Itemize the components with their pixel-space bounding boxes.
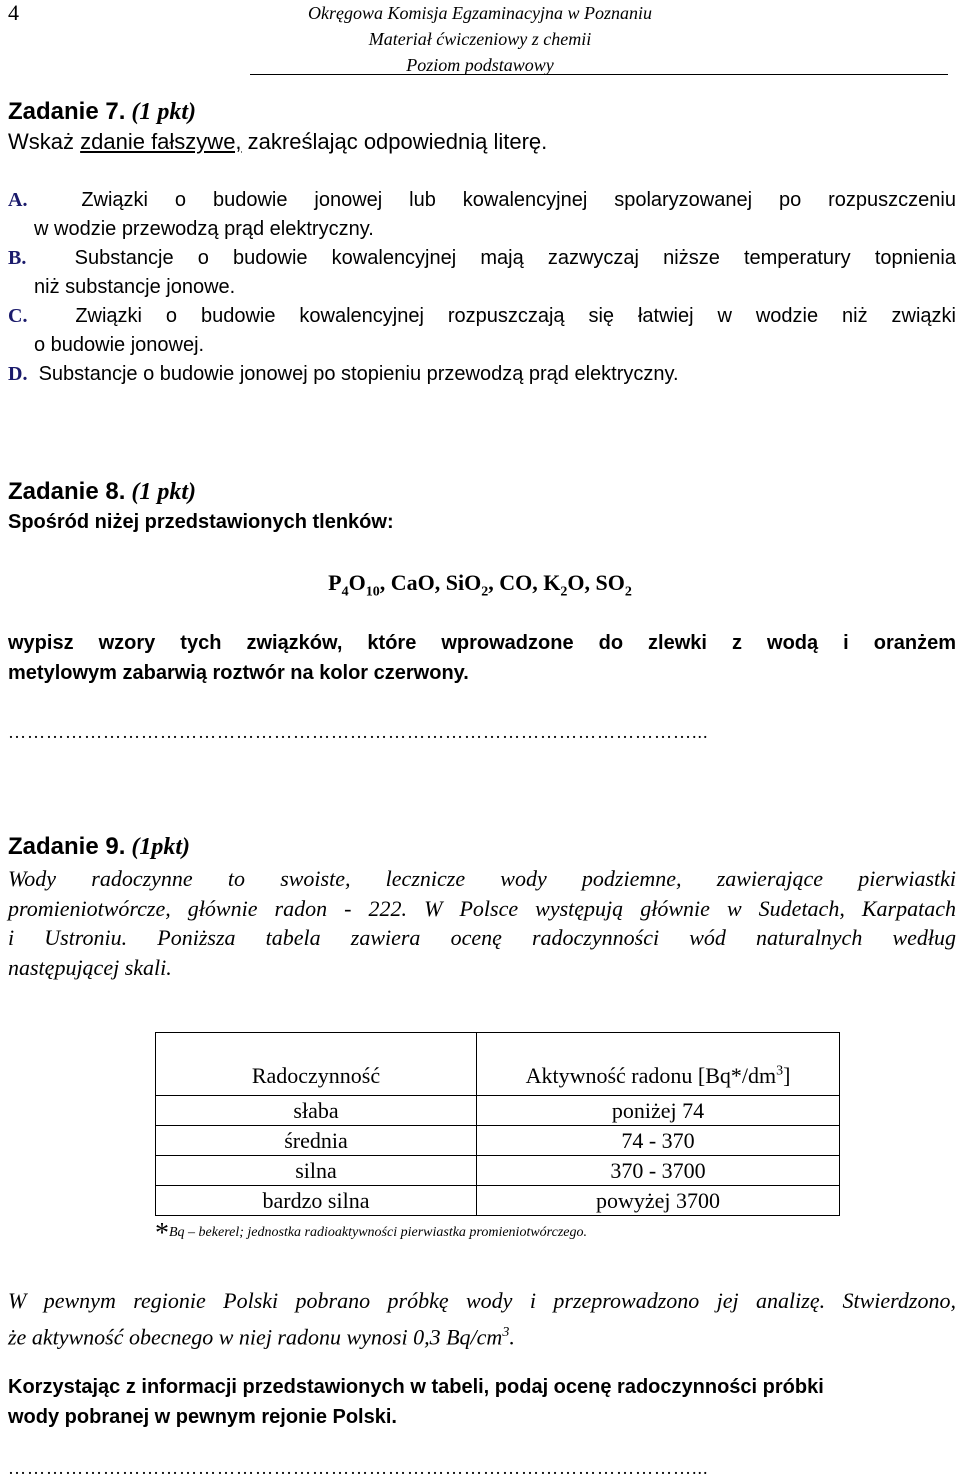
task7-title [8, 97, 196, 127]
formula-subscript: 2 [624, 584, 632, 600]
sample-description [8, 1285, 956, 1353]
formula-subscript: 2 [560, 584, 568, 600]
task8-title [8, 477, 196, 507]
description-line: promieniotwórcze, głównie radon - 222. W Polsce występują głównie w Sudetach, Karpatach [8, 895, 956, 921]
task7-instruction-suffix: zakreślając odpowiednią literę. [241, 129, 548, 154]
table-cell-activity: 74 - 370 [477, 1126, 840, 1156]
option-text-line1: Związki o budowie kowalencyjnej rozpuszczają się łatwiej w wodzie niż związki [75, 305, 956, 327]
task7-name: Zadanie 7. [8, 98, 126, 125]
task7-option-a[interactable] [8, 186, 956, 244]
header-activity-text: Aktywność radonu [Bq*/dm [525, 1063, 777, 1088]
task7-option-b[interactable] [8, 244, 956, 302]
header-institution: Okręgowa Komisja Egzaminacyjna w Poznaniu [308, 3, 652, 23]
task9-name: Zadanie 9. [8, 833, 126, 860]
task7-option-d[interactable] [8, 360, 956, 389]
table-cell-level: bardzo silna [156, 1186, 477, 1216]
option-letter[interactable]: D. [8, 363, 28, 385]
task9-title [8, 832, 190, 862]
task9-points: (1pkt) [131, 834, 191, 860]
sample-line2-text: że aktywność obecnego w niej radonu wynosi 0,3 Bq/cm [8, 1324, 503, 1350]
header-activity-end: ] [783, 1063, 791, 1088]
task9-answer-field[interactable]: ………………………………………………………………………………………………... [8, 1458, 709, 1478]
table-cell-activity: powyżej 3700 [477, 1186, 840, 1216]
formula-part: P [328, 570, 342, 595]
option-letter[interactable]: B. [8, 247, 27, 269]
task7-instruction-underlined: zdanie fałszywe, [80, 129, 242, 154]
formula-subscript: 4 [341, 584, 349, 600]
task8-question [8, 628, 956, 688]
task8-points: (1 pkt) [131, 479, 197, 505]
option-text-line2: w wodzie przewodzą prąd elektryczny. [34, 218, 374, 240]
formula-subscript: 10 [365, 584, 380, 600]
task8-question-line2: metylowym zabarwią roztwór na kolor czerwony. [8, 662, 469, 684]
formula-part: O, SO [567, 570, 625, 595]
option-text-line1: Substancje o budowie kowalencyjnej mają zazwyczaj niższe temperatury topnienia [74, 247, 957, 269]
header-material: Materiał ćwiczeniowy z chemii [368, 29, 592, 49]
formula-part: , CaO, SiO [379, 570, 482, 595]
option-text-line1: Substancje o budowie jonowej po stopieniu przewodzą prąd elektryczny. [38, 363, 679, 385]
sample-line2-end: . [509, 1324, 515, 1350]
table-row [156, 1186, 840, 1216]
table-cell-activity: 370 - 3700 [477, 1156, 840, 1186]
task9-description [8, 864, 956, 982]
table-row [156, 1156, 840, 1186]
footnote-text: Bq – bekerel; jednostka radioaktywności pierwiastka promieniotwórczego. [169, 1225, 587, 1240]
option-text-line2: o budowie jonowej. [34, 334, 205, 356]
formula-part: , CO, K [488, 570, 561, 595]
task7-points: (1 pkt) [131, 99, 197, 125]
formula-subscript: 2 [481, 584, 489, 600]
table-header-level: Radoczynność [156, 1033, 477, 1096]
radioactivity-table [155, 1032, 840, 1216]
task9-question [8, 1372, 956, 1432]
header-rule [250, 74, 948, 75]
page-number: 4 [8, 0, 19, 25]
table-cell-level: silna [156, 1156, 477, 1186]
option-letter[interactable]: C. [8, 305, 28, 327]
sample-line2-sup: 3 [502, 1325, 510, 1340]
table-footnote [155, 1218, 587, 1250]
footnote-star: * [155, 1218, 169, 1249]
option-text-line1: Związki o budowie jonowej lub kowalencyjnej spolaryzowanej po rozpuszczeniu [81, 189, 956, 211]
sample-line1: W pewnym regionie Polski pobrano próbkę wody i przeprowadzono jej analizę. Stwierdzono, [8, 1288, 956, 1313]
task9-question-line2: wody pobranej w pewnym rejonie Polski. [8, 1406, 397, 1428]
table-header-activity [477, 1033, 840, 1096]
task7-instruction-prefix: Wskaż [8, 129, 81, 154]
task8-intro: Spośród niżej przedstawionych tlenków: [8, 511, 394, 533]
task9-question-line1: Korzystając z informacji przedstawionych w tabeli, podaj ocenę radoczynności próbki [8, 1376, 824, 1398]
description-line: następującej skali. [8, 954, 172, 980]
table-row [156, 1096, 840, 1126]
radioactivity-table-wrapper [155, 1032, 840, 1216]
table-row [156, 1126, 840, 1156]
task8-question-line1: wypisz wzory tych związków, które wprowadzone do zlewki z wodą i oranżem [8, 632, 956, 654]
option-letter[interactable]: A. [8, 189, 28, 211]
task8-answer-field[interactable]: ………………………………………………………………………………………………... [8, 722, 709, 742]
task7-option-c[interactable] [8, 302, 956, 360]
header-level: Poziom podstawowy [406, 55, 554, 75]
table-header-row [156, 1033, 840, 1096]
description-line: Wody radoczynne to swoiste, lecznicze wody podziemne, zawierające pierwiastki [8, 866, 956, 891]
formula-part: O [348, 570, 366, 595]
task8-name: Zadanie 8. [8, 478, 126, 505]
table-cell-level: średnia [156, 1126, 477, 1156]
description-line: i Ustroniu. Poniższa tabela zawiera ocenę radoczynności wód naturalnych według [8, 925, 956, 950]
option-text-line2: niż substancje jonowe. [34, 276, 236, 298]
table-cell-activity: poniżej 74 [477, 1096, 840, 1126]
sample-line2 [8, 1317, 956, 1353]
task7-instruction [8, 129, 547, 155]
page-header [250, 0, 710, 78]
header-activity-sup: 3 [776, 1063, 784, 1079]
table-cell-level: słaba [156, 1096, 477, 1126]
oxide-formulas [0, 570, 960, 600]
